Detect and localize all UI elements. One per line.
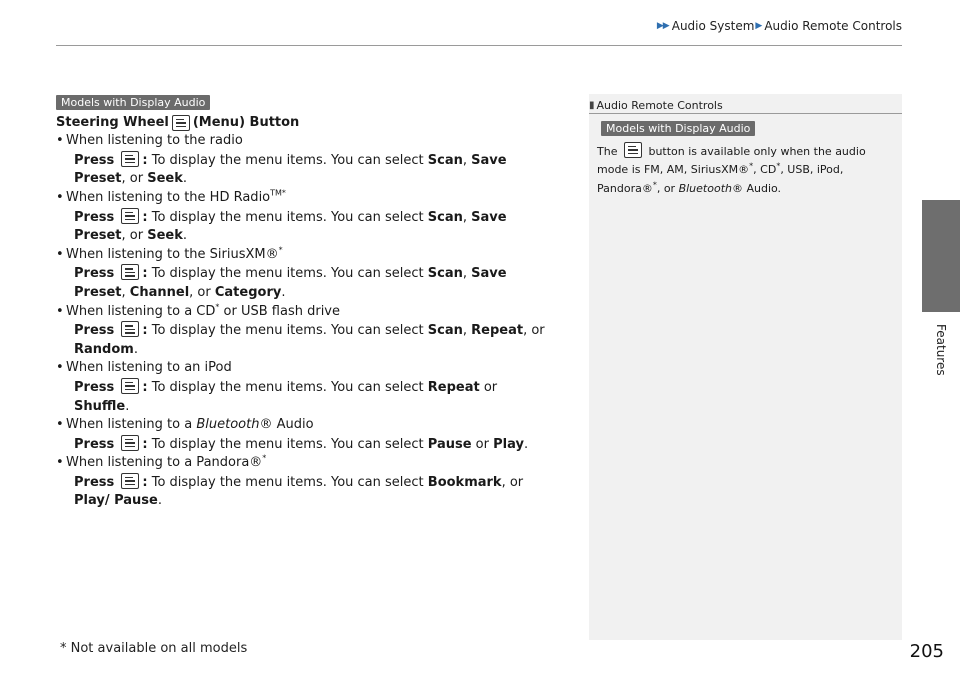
list-item-context: • When listening to a Bluetooth® Audio [56,416,556,435]
menu-button-icon [121,473,139,489]
section-tab-label: Features [934,324,948,376]
list-item [56,189,556,246]
list-item-press: Press : To display the menu items. You can select Pause or Play. [74,436,529,452]
list-item [56,303,556,360]
breadcrumb-arrow-icon: ▶▶ [656,21,669,31]
list-item-press: Press : To display the menu items. You can select Repeat or Shuffle. [74,379,498,414]
list-item-context: • When listening to the radio [56,132,556,151]
breadcrumb-audio-system[interactable]: Audio System [671,19,755,33]
section-tab[interactable] [922,200,960,312]
header-divider [56,45,902,46]
list-item-context: • When listening to a CD* or USB flash drive [56,303,556,322]
list-item-press: Press : To display the menu items. You can select Bookmark, or Play/ Pause. [74,474,524,509]
footnote: * Not available on all models [60,641,248,656]
list-item [56,359,556,416]
list-item-context: • When listening to a Pandora®* [56,454,556,473]
section-title: Steering Wheel (Menu) Button [56,114,300,130]
menu-button-icon [624,142,642,158]
list-item [56,416,556,454]
menu-button-icon [121,151,139,167]
menu-button-icon [121,435,139,451]
menu-button-icon [121,208,139,224]
menu-button-icon [172,115,190,131]
list-item-context: • When listening to the SiriusXM®* [56,246,556,265]
list-item-context: • When listening to an iPod [56,359,556,378]
side-note-header [589,94,902,114]
list-item [56,454,556,511]
models-badge: Models with Display Audio [601,121,755,136]
main-content [56,94,556,511]
menu-button-icon [121,321,139,337]
models-badge: Models with Display Audio [56,95,210,110]
side-note-panel [589,94,902,640]
list-item-press: Press : To display the menu items. You can select Scan, Save Preset, or Seek. [74,209,507,244]
menu-button-icon [121,378,139,394]
breadcrumb-audio-remote-controls[interactable]: Audio Remote Controls [764,19,902,33]
note-icon: ▮ [589,99,595,111]
page-number: 205 [909,641,944,662]
list-item-press: Press : To display the menu items. You can select Scan, Save Preset, Channel, or Category. [74,266,507,300]
breadcrumb-arrow-icon: ▶ [755,21,762,31]
list-item [56,246,556,303]
list-item-context: • When listening to the HD Radio$^{TM*}$ [56,189,556,208]
side-note-title: Audio Remote Controls [596,98,723,112]
menu-button-icon [121,264,139,280]
list-item-press: Press : To display the menu items. You can select Scan, Save Preset, or Seek. [74,152,507,187]
list-item-press: Press : To display the menu items. You can select Scan, Repeat, or Random. [74,323,545,357]
list-item [56,132,556,189]
breadcrumb [656,19,902,33]
side-note-text: The button is available only when the audio mode is FM, AM, SiriusXM®*, CD*, USB, iPod, Pandora®*, or Bluetooth® Audio. [597,142,894,199]
